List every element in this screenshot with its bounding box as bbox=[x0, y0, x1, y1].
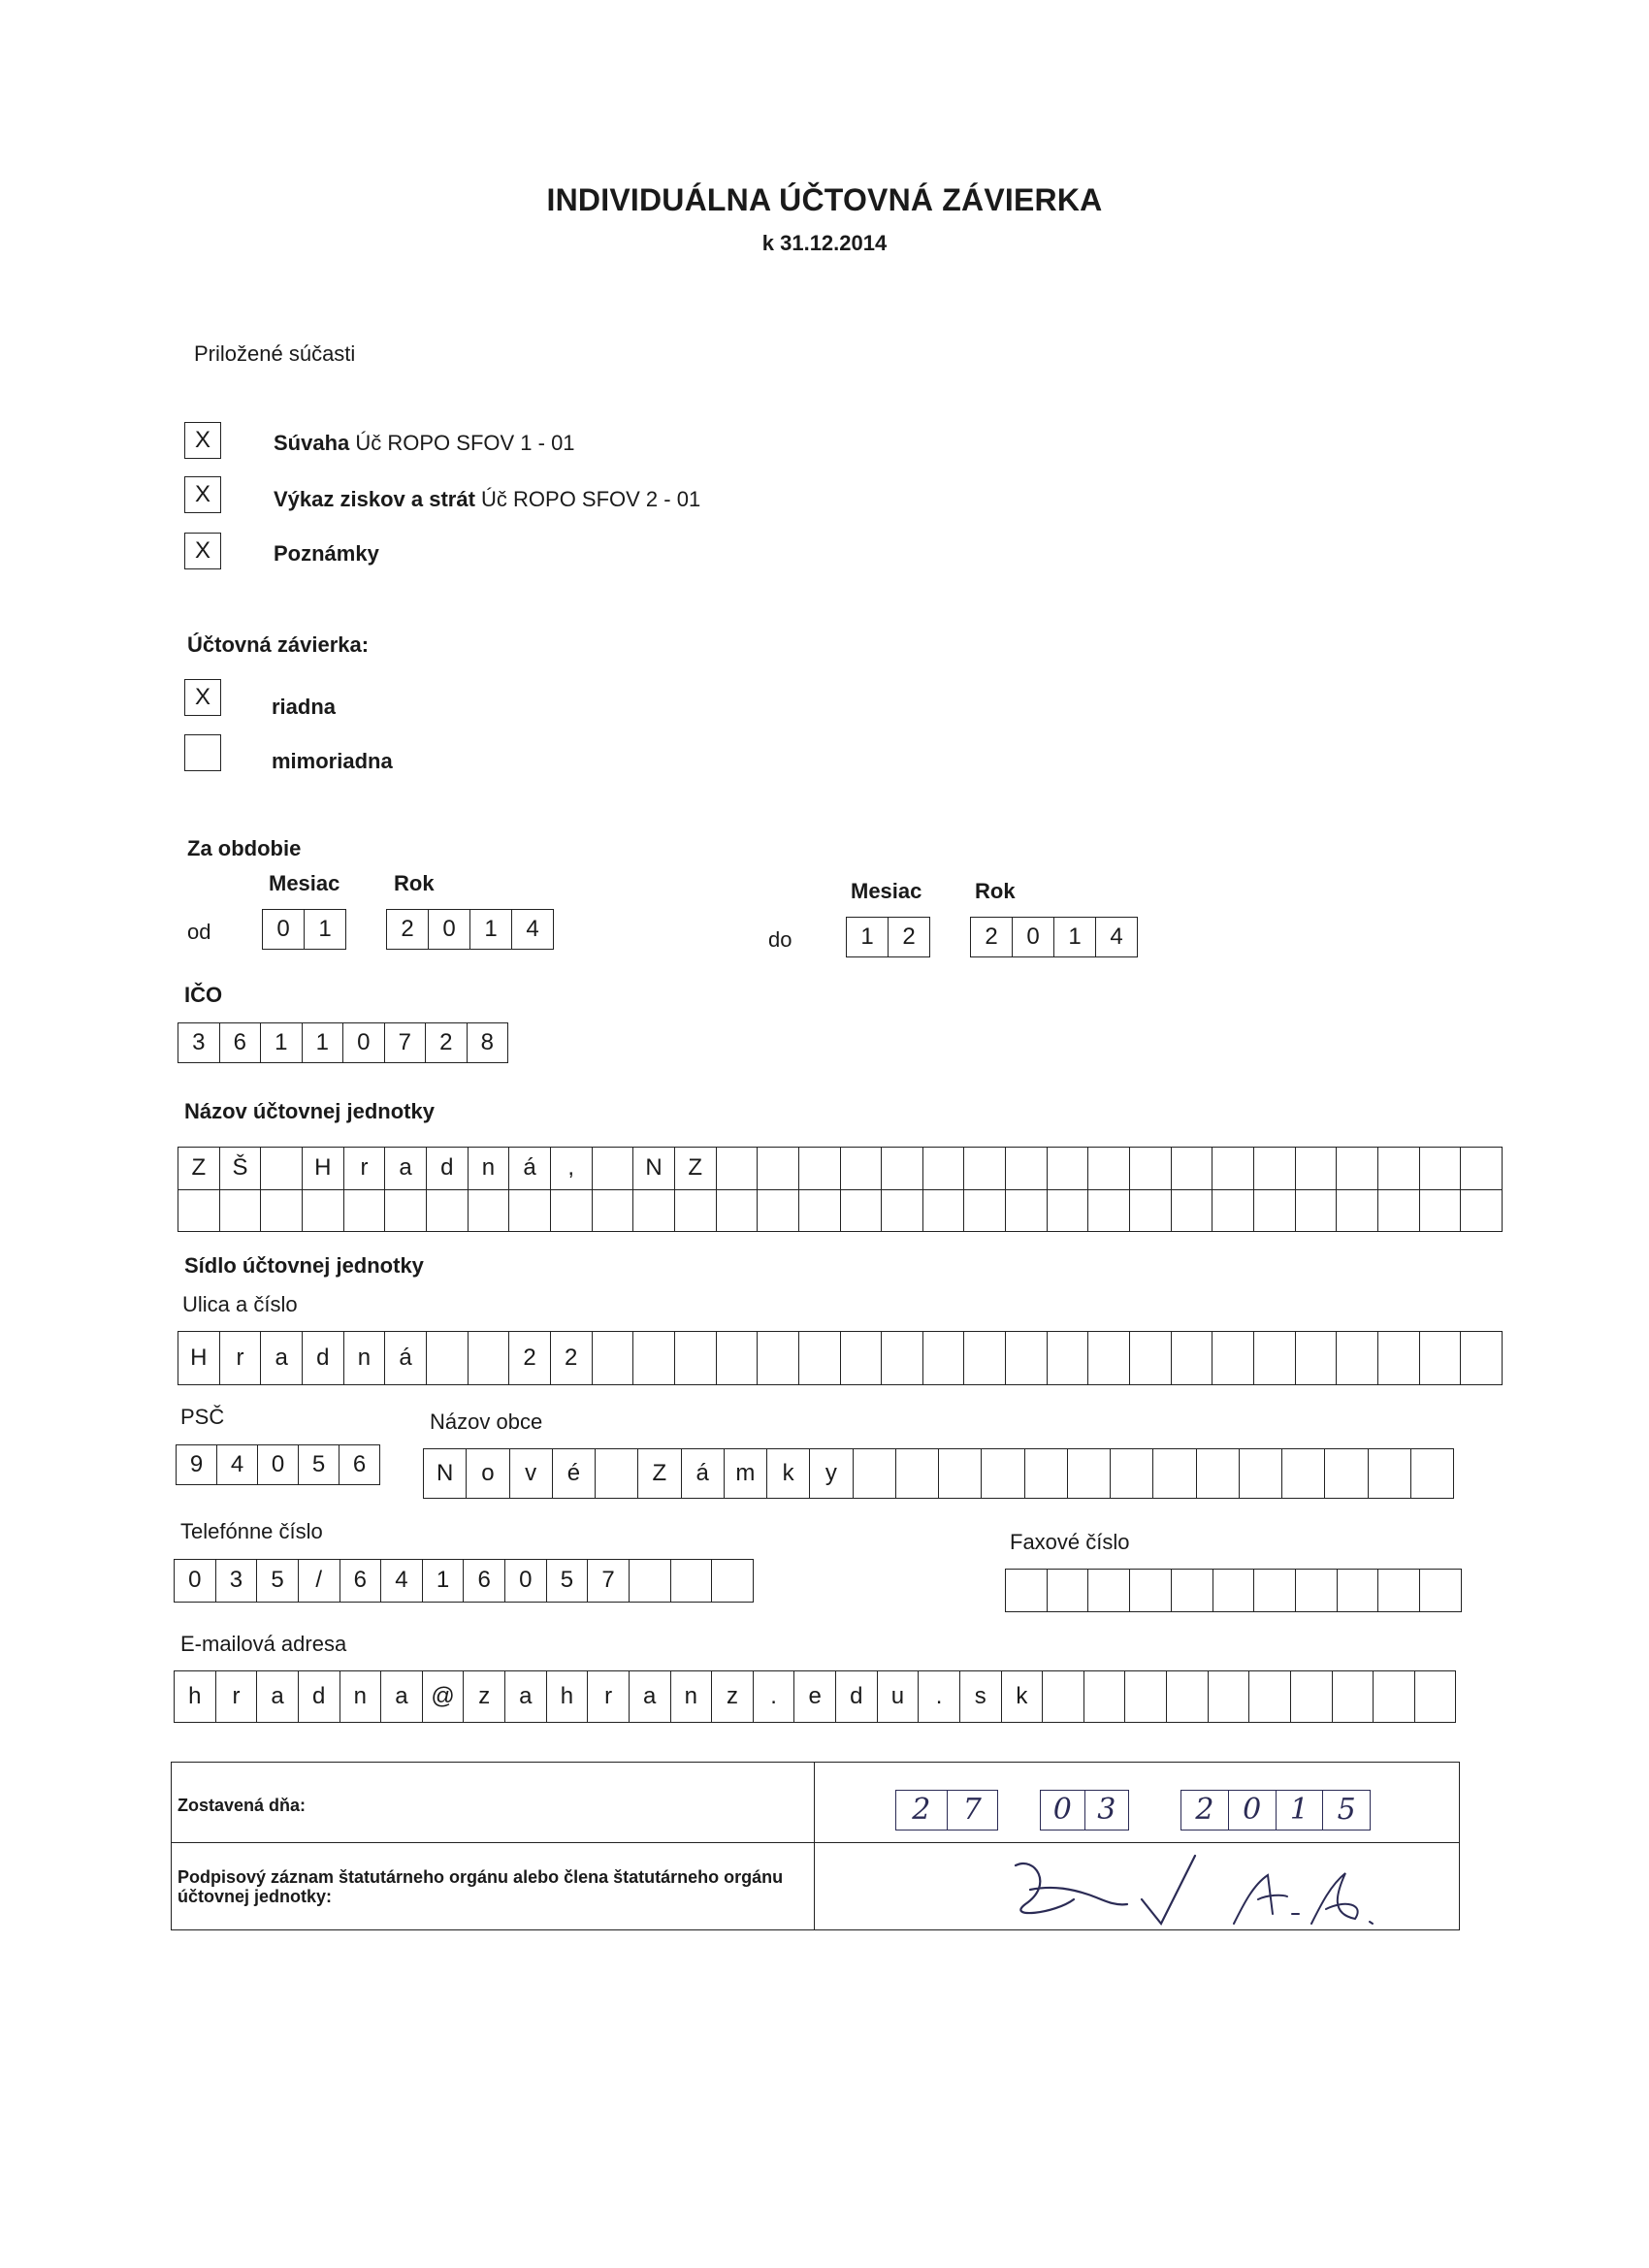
char-cell: 6 bbox=[220, 1023, 262, 1062]
char-cell: v bbox=[510, 1449, 553, 1498]
char-cell: r bbox=[216, 1671, 258, 1722]
char-cell bbox=[1461, 1148, 1503, 1189]
char-cell bbox=[1325, 1449, 1368, 1498]
char-cell bbox=[758, 1332, 799, 1384]
char-cell bbox=[1254, 1570, 1296, 1611]
char-cell bbox=[841, 1190, 883, 1231]
char-cell bbox=[1378, 1148, 1420, 1189]
char-cell bbox=[1068, 1449, 1111, 1498]
char-cell bbox=[633, 1190, 675, 1231]
char-cell: 0 bbox=[175, 1560, 216, 1602]
char-cell: 5 bbox=[547, 1560, 589, 1602]
char-cell bbox=[1337, 1332, 1378, 1384]
char-cell: 0 bbox=[505, 1560, 547, 1602]
char-cell: 2 bbox=[551, 1332, 593, 1384]
char-cell: . bbox=[919, 1671, 960, 1722]
ico-label: IČO bbox=[184, 983, 223, 1007]
char-cell bbox=[344, 1190, 386, 1231]
char-cell: 6 bbox=[464, 1560, 505, 1602]
char-cell bbox=[1213, 1570, 1255, 1611]
char-cell bbox=[882, 1148, 923, 1189]
to-month-field[interactable] bbox=[846, 917, 930, 957]
char-cell bbox=[1337, 1190, 1378, 1231]
char-cell bbox=[1249, 1671, 1291, 1722]
char-cell bbox=[593, 1332, 634, 1384]
char-cell bbox=[1212, 1332, 1254, 1384]
char-cell: á bbox=[682, 1449, 725, 1498]
char-cell bbox=[1254, 1148, 1296, 1189]
attachments-label: Priložené súčasti bbox=[194, 341, 356, 366]
char-cell: y bbox=[810, 1449, 853, 1498]
street-field[interactable] bbox=[178, 1331, 1503, 1385]
closing-checkbox-mimoriadna[interactable] bbox=[184, 734, 221, 771]
attachment-checkbox-vykaz[interactable]: X bbox=[184, 476, 221, 513]
char-cell bbox=[1411, 1449, 1454, 1498]
char-cell: á bbox=[385, 1332, 427, 1384]
char-cell bbox=[593, 1190, 634, 1231]
char-cell: d bbox=[303, 1332, 344, 1384]
char-cell: a bbox=[630, 1671, 671, 1722]
char-cell: 9 bbox=[177, 1445, 217, 1484]
closing-label: Účtovná závierka: bbox=[187, 632, 370, 657]
char-cell bbox=[939, 1449, 982, 1498]
char-cell: 0 bbox=[258, 1445, 299, 1484]
char-cell bbox=[923, 1332, 965, 1384]
attachment-checkbox-suvaha[interactable]: X bbox=[184, 422, 221, 459]
char-cell bbox=[1125, 1671, 1167, 1722]
char-cell bbox=[1378, 1332, 1420, 1384]
char-cell: 2 bbox=[387, 910, 429, 949]
char-cell bbox=[1006, 1148, 1048, 1189]
char-cell: h bbox=[175, 1671, 216, 1722]
char-cell bbox=[1296, 1332, 1338, 1384]
char-cell bbox=[675, 1332, 717, 1384]
psc-label: PSČ bbox=[180, 1405, 225, 1429]
char-cell: 1 bbox=[423, 1560, 465, 1602]
char-cell: k bbox=[1002, 1671, 1044, 1722]
char-cell: 1 bbox=[303, 1023, 344, 1062]
char-cell bbox=[882, 1190, 923, 1231]
char-cell bbox=[896, 1449, 939, 1498]
char-cell: a bbox=[381, 1671, 423, 1722]
char-cell bbox=[1254, 1332, 1296, 1384]
from-label: od bbox=[187, 920, 211, 944]
char-cell: k bbox=[767, 1449, 810, 1498]
char-cell: s bbox=[960, 1671, 1002, 1722]
char-cell bbox=[1291, 1671, 1333, 1722]
char-cell bbox=[1296, 1570, 1338, 1611]
char-cell bbox=[854, 1449, 896, 1498]
char-cell: 4 bbox=[381, 1560, 423, 1602]
char-cell bbox=[1130, 1148, 1172, 1189]
char-cell bbox=[1420, 1148, 1462, 1189]
char-cell: Z bbox=[638, 1449, 681, 1498]
char-cell: 1 bbox=[470, 910, 512, 949]
char-cell bbox=[882, 1332, 923, 1384]
char-cell bbox=[1282, 1449, 1325, 1498]
psc-field[interactable] bbox=[176, 1444, 380, 1485]
char-cell bbox=[1088, 1148, 1130, 1189]
char-cell bbox=[799, 1190, 841, 1231]
form-title: INDIVIDUÁLNA ÚČTOVNÁ ZÁVIERKA bbox=[546, 182, 1103, 217]
to-label: do bbox=[768, 927, 792, 952]
char-cell bbox=[469, 1190, 510, 1231]
char-cell bbox=[1240, 1449, 1282, 1498]
char-cell bbox=[1369, 1449, 1411, 1498]
from-year-label: Rok bbox=[394, 871, 435, 895]
char-cell bbox=[1209, 1671, 1250, 1722]
char-cell: 4 bbox=[217, 1445, 258, 1484]
char-cell bbox=[1461, 1190, 1503, 1231]
char-cell: n bbox=[344, 1332, 386, 1384]
entity-name-label: Názov účtovnej jednotky bbox=[184, 1099, 435, 1123]
char-cell bbox=[1006, 1332, 1048, 1384]
seat-label: Sídlo účtovnej jednotky bbox=[184, 1253, 424, 1278]
attachment-label-vykaz: Výkaz ziskov a strát Úč ROPO SFOV 2 - 01 bbox=[274, 487, 701, 511]
char-cell bbox=[551, 1190, 593, 1231]
char-cell: d bbox=[427, 1148, 469, 1189]
char-cell bbox=[982, 1449, 1024, 1498]
ico-field[interactable] bbox=[178, 1022, 508, 1063]
char-cell bbox=[964, 1332, 1006, 1384]
char-cell: n bbox=[671, 1671, 713, 1722]
char-cell: 6 bbox=[340, 1560, 382, 1602]
char-cell bbox=[712, 1560, 754, 1602]
compiled-day-field[interactable]: 2 7 bbox=[895, 1790, 998, 1831]
phone-label: Telefónne číslo bbox=[180, 1519, 323, 1543]
char-cell bbox=[1043, 1671, 1084, 1722]
char-cell: 1 bbox=[847, 918, 889, 956]
char-cell bbox=[1006, 1570, 1048, 1611]
char-cell: 0 bbox=[429, 910, 470, 949]
char-cell: r bbox=[220, 1332, 262, 1384]
char-cell bbox=[675, 1190, 717, 1231]
char-cell bbox=[1088, 1190, 1130, 1231]
char-cell: 1 bbox=[261, 1023, 303, 1062]
char-cell bbox=[923, 1190, 965, 1231]
fax-field[interactable] bbox=[1005, 1569, 1462, 1612]
char-cell bbox=[633, 1332, 675, 1384]
char-cell: 2 bbox=[971, 918, 1013, 956]
char-cell bbox=[596, 1449, 638, 1498]
char-cell: 0 bbox=[263, 910, 305, 949]
to-month-label: Mesiac bbox=[851, 879, 922, 903]
handwritten-signature bbox=[996, 1846, 1423, 1929]
to-year-label: Rok bbox=[975, 879, 1016, 903]
char-cell: a bbox=[257, 1671, 299, 1722]
char-cell: z bbox=[712, 1671, 754, 1722]
char-cell: 2 bbox=[509, 1332, 551, 1384]
char-cell: Š bbox=[220, 1148, 262, 1189]
closing-label-riadna: riadna bbox=[272, 695, 337, 719]
char-cell bbox=[220, 1190, 262, 1231]
char-cell: 0 bbox=[1013, 918, 1054, 956]
char-cell bbox=[1378, 1570, 1420, 1611]
char-cell bbox=[178, 1190, 220, 1231]
char-cell bbox=[1197, 1449, 1240, 1498]
char-cell bbox=[1172, 1332, 1213, 1384]
city-label: Názov obce bbox=[430, 1409, 543, 1434]
char-cell bbox=[1378, 1190, 1420, 1231]
char-cell bbox=[427, 1332, 469, 1384]
from-year-field[interactable] bbox=[386, 909, 554, 950]
char-cell: . bbox=[754, 1671, 795, 1722]
char-cell: Z bbox=[675, 1148, 717, 1189]
entity-name-row2[interactable] bbox=[178, 1190, 1503, 1232]
char-cell: 4 bbox=[1096, 918, 1138, 956]
to-year-field[interactable] bbox=[970, 917, 1138, 957]
char-cell bbox=[261, 1148, 303, 1189]
char-cell bbox=[509, 1190, 551, 1231]
char-cell: N bbox=[424, 1449, 467, 1498]
char-cell bbox=[1084, 1671, 1126, 1722]
char-cell: 2 bbox=[889, 918, 930, 956]
char-cell bbox=[1420, 1332, 1462, 1384]
char-cell bbox=[841, 1332, 883, 1384]
char-cell bbox=[1420, 1570, 1462, 1611]
char-cell bbox=[717, 1332, 759, 1384]
char-cell bbox=[923, 1148, 965, 1189]
char-cell bbox=[1025, 1449, 1068, 1498]
char-cell: z bbox=[464, 1671, 505, 1722]
char-cell bbox=[1415, 1671, 1457, 1722]
char-cell bbox=[1111, 1449, 1153, 1498]
char-cell bbox=[1172, 1148, 1213, 1189]
char-cell bbox=[964, 1190, 1006, 1231]
char-cell bbox=[1130, 1570, 1172, 1611]
char-cell: 6 bbox=[340, 1445, 380, 1484]
char-cell bbox=[1167, 1671, 1209, 1722]
char-cell: d bbox=[836, 1671, 878, 1722]
char-cell: e bbox=[794, 1671, 836, 1722]
char-cell bbox=[427, 1190, 469, 1231]
char-cell bbox=[1153, 1449, 1196, 1498]
char-cell: o bbox=[467, 1449, 509, 1498]
char-cell: 3 bbox=[216, 1560, 258, 1602]
char-cell: á bbox=[509, 1148, 551, 1189]
char-cell: 8 bbox=[468, 1023, 509, 1062]
compiled-label: Zostavená dňa: bbox=[178, 1796, 307, 1815]
from-month-label: Mesiac bbox=[269, 871, 340, 895]
char-cell bbox=[1296, 1190, 1338, 1231]
char-cell: m bbox=[725, 1449, 767, 1498]
street-label: Ulica a číslo bbox=[182, 1292, 298, 1316]
char-cell: 3 bbox=[178, 1023, 220, 1062]
signature-label: Podpisový záznam štatutárneho orgánu alebo člena štatutárneho orgánu účtovnej jednotky: bbox=[178, 1867, 784, 1906]
char-cell: n bbox=[469, 1148, 510, 1189]
compiled-month-field[interactable]: 0 3 bbox=[1040, 1790, 1129, 1831]
char-cell: 4 bbox=[512, 910, 554, 949]
compiled-year-field[interactable]: 2 0 1 5 bbox=[1180, 1790, 1371, 1831]
char-cell bbox=[1048, 1148, 1089, 1189]
char-cell: h bbox=[547, 1671, 589, 1722]
char-cell bbox=[1337, 1148, 1378, 1189]
char-cell bbox=[758, 1190, 799, 1231]
char-cell: , bbox=[551, 1148, 593, 1189]
entity-name-row1[interactable] bbox=[178, 1147, 1503, 1190]
char-cell bbox=[1088, 1570, 1130, 1611]
char-cell: 7 bbox=[588, 1560, 630, 1602]
char-cell: 5 bbox=[299, 1445, 340, 1484]
char-cell bbox=[1048, 1570, 1089, 1611]
char-cell bbox=[1254, 1190, 1296, 1231]
closing-label-mimoriadna: mimoriadna bbox=[272, 749, 393, 773]
char-cell bbox=[717, 1190, 759, 1231]
char-cell bbox=[1088, 1332, 1130, 1384]
attachment-label-suvaha: Súvaha Úč ROPO SFOV 1 - 01 bbox=[274, 431, 575, 455]
form-date: k 31.12.2014 bbox=[761, 231, 888, 255]
char-cell bbox=[1212, 1190, 1254, 1231]
char-cell bbox=[303, 1190, 344, 1231]
char-cell: Z bbox=[178, 1148, 220, 1189]
char-cell: / bbox=[299, 1560, 340, 1602]
char-cell bbox=[1374, 1671, 1415, 1722]
fax-label: Faxové číslo bbox=[1010, 1530, 1130, 1554]
char-cell: a bbox=[261, 1332, 303, 1384]
char-cell bbox=[799, 1148, 841, 1189]
char-cell bbox=[1420, 1190, 1462, 1231]
signature-table bbox=[171, 1762, 1460, 1930]
char-cell bbox=[1048, 1332, 1089, 1384]
char-cell bbox=[630, 1560, 671, 1602]
char-cell: é bbox=[553, 1449, 596, 1498]
attachment-checkbox-poznamky[interactable]: X bbox=[184, 533, 221, 569]
char-cell bbox=[1006, 1190, 1048, 1231]
char-cell: 7 bbox=[385, 1023, 427, 1062]
char-cell bbox=[261, 1190, 303, 1231]
char-cell bbox=[1333, 1671, 1374, 1722]
email-field[interactable] bbox=[174, 1670, 1456, 1723]
phone-field[interactable] bbox=[174, 1559, 754, 1603]
email-label: E-mailová adresa bbox=[180, 1632, 347, 1656]
char-cell bbox=[671, 1560, 713, 1602]
char-cell bbox=[1130, 1332, 1172, 1384]
char-cell bbox=[1338, 1570, 1379, 1611]
char-cell: a bbox=[505, 1671, 547, 1722]
char-cell bbox=[1172, 1570, 1213, 1611]
char-cell: 1 bbox=[1054, 918, 1096, 956]
char-cell bbox=[1212, 1148, 1254, 1189]
char-cell: H bbox=[303, 1148, 344, 1189]
char-cell: d bbox=[299, 1671, 340, 1722]
char-cell: 2 bbox=[426, 1023, 468, 1062]
city-field[interactable] bbox=[423, 1448, 1454, 1499]
char-cell bbox=[469, 1332, 510, 1384]
char-cell: @ bbox=[423, 1671, 465, 1722]
char-cell: H bbox=[178, 1332, 220, 1384]
char-cell: r bbox=[344, 1148, 386, 1189]
from-month-field[interactable] bbox=[262, 909, 346, 950]
attachment-label-poznamky: Poznámky bbox=[274, 541, 379, 566]
char-cell: a bbox=[385, 1148, 427, 1189]
period-label: Za obdobie bbox=[187, 836, 302, 860]
char-cell bbox=[964, 1148, 1006, 1189]
char-cell bbox=[1130, 1190, 1172, 1231]
char-cell: 0 bbox=[343, 1023, 385, 1062]
char-cell: u bbox=[878, 1671, 920, 1722]
char-cell: 5 bbox=[257, 1560, 299, 1602]
char-cell: n bbox=[340, 1671, 382, 1722]
char-cell bbox=[593, 1148, 634, 1189]
char-cell bbox=[841, 1148, 883, 1189]
closing-checkbox-riadna[interactable]: X bbox=[184, 679, 221, 716]
char-cell bbox=[385, 1190, 427, 1231]
char-cell bbox=[1296, 1148, 1338, 1189]
char-cell bbox=[717, 1148, 759, 1189]
char-cell bbox=[799, 1332, 841, 1384]
char-cell: 1 bbox=[305, 910, 346, 949]
char-cell bbox=[1048, 1190, 1089, 1231]
char-cell: r bbox=[588, 1671, 630, 1722]
char-cell: N bbox=[633, 1148, 675, 1189]
char-cell bbox=[1172, 1190, 1213, 1231]
char-cell bbox=[758, 1148, 799, 1189]
char-cell bbox=[1461, 1332, 1503, 1384]
